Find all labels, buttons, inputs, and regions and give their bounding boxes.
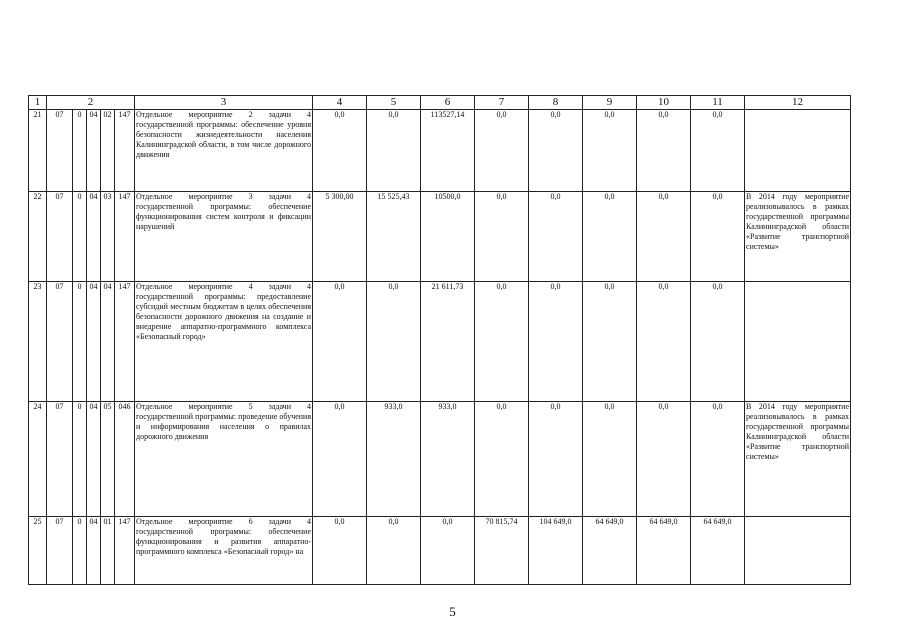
code-cell: 04 [87, 192, 101, 282]
value-cell: 0,0 [529, 282, 583, 402]
table-row [29, 402, 851, 517]
header-cell: 12 [745, 96, 851, 110]
value-cell: 0,0 [583, 110, 637, 192]
value-cell: 0,0 [691, 282, 745, 402]
value-cell: 0,0 [367, 282, 421, 402]
value-cell: 933,0 [421, 402, 475, 517]
value-cell: 104 649,0 [529, 517, 583, 585]
code-cell: 147 [115, 517, 135, 585]
value-cell: 0,0 [313, 110, 367, 192]
code-cell: 07 [47, 282, 73, 402]
page-number: 5 [449, 604, 456, 619]
value-cell: 0,0 [313, 402, 367, 517]
value-cell: 0,0 [475, 192, 529, 282]
code-cell: 0 [73, 517, 87, 585]
code-cell: 07 [47, 402, 73, 517]
code-cell: 04 [87, 110, 101, 192]
row-number: 24 [29, 402, 47, 517]
value-cell: 0,0 [637, 192, 691, 282]
note-cell [745, 110, 851, 192]
row-number: 25 [29, 517, 47, 585]
table-row [29, 110, 851, 192]
table-row [29, 192, 851, 282]
note-cell [745, 282, 851, 402]
code-cell: 05 [101, 402, 115, 517]
code-cell: 03 [101, 192, 115, 282]
value-cell: 0,0 [421, 517, 475, 585]
code-cell: 01 [101, 517, 115, 585]
description-cell: Отдельное мероприятие 5 задачи 4 государственной программы: проведение обучения и информирования населения о правилах дорожного движения [135, 402, 313, 517]
code-cell: 046 [115, 402, 135, 517]
description-cell: Отдельное мероприятие 6 задачи 4 государственной программы: обеспечение функционирования и развития аппаратно-программного комплекса «Безопасный город» на [135, 517, 313, 585]
code-cell: 0 [73, 282, 87, 402]
header-cell: 6 [421, 96, 475, 110]
table-row [29, 282, 851, 402]
code-cell: 147 [115, 110, 135, 192]
value-cell: 0,0 [529, 192, 583, 282]
value-cell: 0,0 [367, 517, 421, 585]
value-cell: 0,0 [529, 110, 583, 192]
row-number: 23 [29, 282, 47, 402]
row-number: 22 [29, 192, 47, 282]
value-cell: 0,0 [529, 402, 583, 517]
value-cell: 0,0 [475, 282, 529, 402]
code-cell: 07 [47, 110, 73, 192]
value-cell: 933,0 [367, 402, 421, 517]
code-cell: 0 [73, 192, 87, 282]
code-cell: 04 [87, 282, 101, 402]
value-cell: 0,0 [313, 517, 367, 585]
header-cell: 1 [29, 96, 47, 110]
value-cell: 64 649,0 [637, 517, 691, 585]
header-cell: 2 [47, 96, 135, 110]
header-cell: 5 [367, 96, 421, 110]
note-cell: В 2014 году мероприятие реализовывалось в рамках государственной программы Калининградской области «Развитие транспортной системы» [745, 402, 851, 517]
value-cell: 64 649,0 [691, 517, 745, 585]
header-cell: 11 [691, 96, 745, 110]
code-cell: 04 [87, 517, 101, 585]
value-cell: 0,0 [475, 110, 529, 192]
code-cell: 04 [101, 282, 115, 402]
value-cell: 15 525,43 [367, 192, 421, 282]
code-cell: 04 [87, 402, 101, 517]
value-cell: 0,0 [367, 110, 421, 192]
value-cell: 0,0 [637, 282, 691, 402]
code-cell: 0 [73, 110, 87, 192]
description-cell: Отдельное мероприятие 4 задачи 4 государственной программы: предоставление субсидий местным бюджетам в целях обеспечения безопасности дорожного движения на создание и внедрение аппаратно-программного комплекса «Безопасный город» [135, 282, 313, 402]
value-cell: 5 300,00 [313, 192, 367, 282]
value-cell: 10500,0 [421, 192, 475, 282]
code-cell: 147 [115, 282, 135, 402]
value-cell: 0,0 [691, 192, 745, 282]
value-cell: 0,0 [691, 110, 745, 192]
value-cell: 0,0 [313, 282, 367, 402]
code-cell: 07 [47, 517, 73, 585]
header-cell: 4 [313, 96, 367, 110]
code-cell: 0 [73, 402, 87, 517]
value-cell: 0,0 [583, 192, 637, 282]
code-cell: 02 [101, 110, 115, 192]
budget-table [28, 95, 851, 585]
value-cell: 0,0 [637, 110, 691, 192]
value-cell: 0,0 [475, 402, 529, 517]
value-cell: 0,0 [691, 402, 745, 517]
value-cell: 0,0 [583, 282, 637, 402]
description-cell: Отдельное мероприятие 3 задачи 4 государственной программы: обеспечение функционирования систем контроля и фиксации нарушений [135, 192, 313, 282]
header-row [29, 96, 851, 110]
note-cell [745, 517, 851, 585]
header-cell: 9 [583, 96, 637, 110]
description-cell: Отдельное мероприятие 2 задачи 4 государственной программы: обеспечение уровня безопасности жизнедеятельности населения Калининградской области, в том числе дорожного движения [135, 110, 313, 192]
row-number: 21 [29, 110, 47, 192]
table-row [29, 517, 851, 585]
header-cell: 8 [529, 96, 583, 110]
code-cell: 07 [47, 192, 73, 282]
value-cell: 21 611,73 [421, 282, 475, 402]
header-cell: 3 [135, 96, 313, 110]
value-cell: 113527,14 [421, 110, 475, 192]
header-cell: 7 [475, 96, 529, 110]
value-cell: 0,0 [637, 402, 691, 517]
note-cell: В 2014 году мероприятие реализовывалось в рамках государственной программы Калининградской области «Развитие транспортной системы» [745, 192, 851, 282]
value-cell: 0,0 [583, 402, 637, 517]
code-cell: 147 [115, 192, 135, 282]
header-cell: 10 [637, 96, 691, 110]
value-cell: 70 815,74 [475, 517, 529, 585]
value-cell: 64 649,0 [583, 517, 637, 585]
